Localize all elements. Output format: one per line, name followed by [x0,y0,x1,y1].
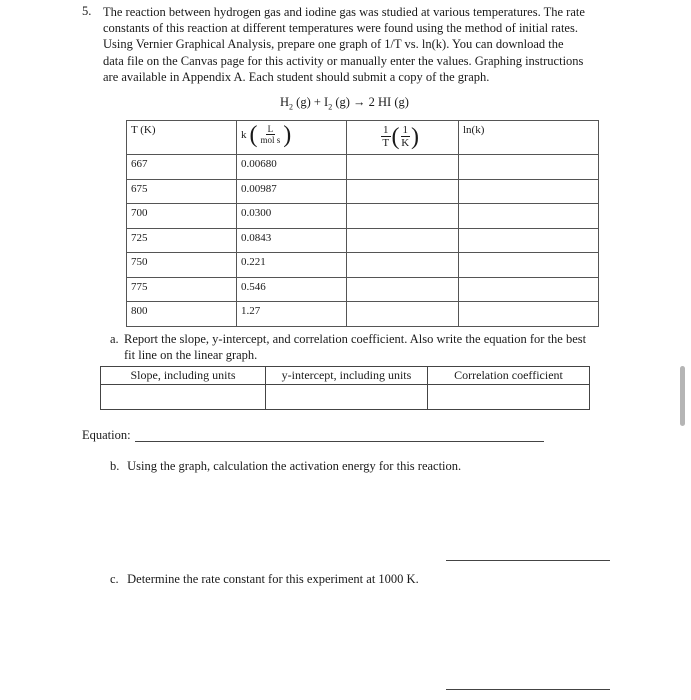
inverse-temperature-cell [347,179,459,204]
best-fit-answer-row [101,385,590,410]
equation-label: Equation: [82,428,131,442]
slope-answer-cell[interactable] [101,385,266,410]
temperature-cell: 667 [127,155,237,180]
k-unit-fraction: $\frac{L}{\text{mol s}}$ [260,124,281,145]
part-b-label: b. [110,459,120,473]
header-inverse-temperature: $\frac{1}{T}$ ( $\frac{1}{K}$ ) [347,121,459,155]
part-b-text: Using the graph, calculation the activation energy for this reaction. [127,459,462,473]
correlation-answer-cell[interactable] [428,385,590,410]
best-fit-header-row [101,367,590,385]
table-row [127,155,599,180]
header-temperature: T (K) [127,121,237,155]
table-row [127,228,599,253]
ln-k-cell [459,228,599,253]
ln-k-cell [459,179,599,204]
part-a [110,331,630,363]
table-row [127,204,599,229]
part-b-answer-line[interactable] [446,560,610,561]
ln-k-cell [459,302,599,327]
table-row [127,253,599,278]
inverse-temperature-cell [347,228,459,253]
temperature-cell: 725 [127,228,237,253]
table-row [127,302,599,327]
header-slope: Slope, including units [101,367,266,385]
rate-constant-cell: 0.546 [237,277,347,302]
data-table-header-row [127,121,599,155]
rate-constant-cell: 0.0843 [237,228,347,253]
data-table [126,120,599,327]
question-number: 5. [82,4,92,18]
header-correlation: Correlation coefficient [428,367,590,385]
ln-k-cell [459,204,599,229]
inverse-temperature-cell [347,204,459,229]
ln-k-cell [459,253,599,278]
question-line: constants of this reaction at different temperatures were found using the method of initial rates. [103,21,578,36]
inverse-temperature-cell [347,155,459,180]
temperature-cell: 800 [127,302,237,327]
rate-constant-cell: 0.221 [237,253,347,278]
ln-k-cell [459,277,599,302]
part-a-label: a. [110,332,119,346]
scrollbar-thumb[interactable] [680,366,685,426]
question-line: Using Vernier Graphical Analysis, prepare one graph of 1/T vs. ln(k). You can download the [103,37,564,52]
inverse-temperature-cell [347,253,459,278]
header-ln-k: ln(k) [459,121,599,155]
part-c [110,572,419,587]
part-b [110,459,461,474]
k-symbol: k [241,128,247,141]
question-line: The reaction between hydrogen gas and iodine gas was studied at various temperatures. The rate [103,5,585,19]
table-row [127,179,599,204]
table-row [127,277,599,302]
inverse-temperature-cell [347,302,459,327]
rate-constant-cell: 0.00987 [237,179,347,204]
rate-constant-cell: 1.27 [237,302,347,327]
rate-constant-cell: 0.0300 [237,204,347,229]
inverse-temperature-cell [347,277,459,302]
part-c-answer-line[interactable] [446,689,610,690]
part-a-line: fit line on the linear graph. [124,348,258,362]
equation-answer-line[interactable] [135,441,544,442]
header-y-intercept: y-intercept, including units [266,367,428,385]
part-a-line: Report the slope, y-intercept, and correlation coefficient. Also write the equation for the best [124,332,587,346]
y-intercept-answer-cell[interactable] [266,385,428,410]
question-text [103,4,613,85]
part-c-text: Determine the rate constant for this experiment at 1000 K. [127,572,419,586]
temperature-cell: 675 [127,179,237,204]
question-line: are available in Appendix A. Each student should submit a copy of the graph. [103,69,490,84]
temperature-cell: 775 [127,277,237,302]
temperature-cell: 750 [127,253,237,278]
reaction-equation: $H_2$ $(g) + I_2$ (g) → 2 HI (g) [280,95,409,112]
rate-constant-cell: 0.00680 [237,155,347,180]
temperature-cell: 700 [127,204,237,229]
best-fit-table [100,366,590,410]
question-line: data file on the Canvas page for this activity or manually enter the values. Graphing instructions [103,53,584,68]
ln-k-cell [459,155,599,180]
header-rate-constant: k ( $\frac{L}{\text{mol s}}$ ) [237,121,347,155]
part-c-label: c. [110,572,119,586]
